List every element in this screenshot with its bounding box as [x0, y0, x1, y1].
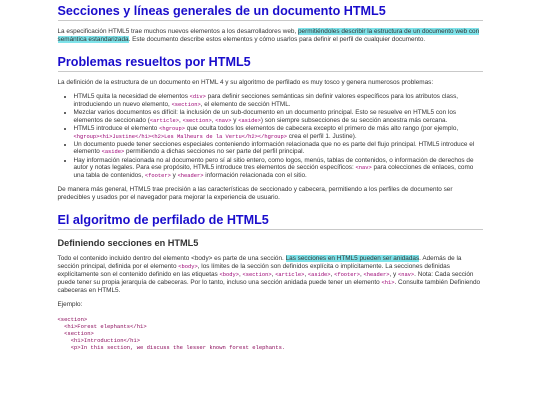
highlighted-text: Las secciones en HTML5 pueden ser anidadas [285, 255, 420, 263]
section-title-problemas: Problemas resueltos por HTML5 [58, 55, 483, 72]
section-algoritmo [58, 213, 483, 351]
text-run: Todo el contenido incluido dentro del elemento <body> es parte de una sección. [57, 255, 286, 263]
text-run: , [238, 271, 243, 279]
inline-code: <section> [242, 272, 272, 279]
text-run: ) son siempre subsecciones de su sección ancestra más cercana. [260, 116, 448, 124]
text-run: , [179, 116, 183, 124]
intro-text-b: . Este documento describe estos elementos y cómo usarlos para definir el perfil de cualquier documento. [128, 36, 426, 43]
inline-code: <header> [177, 173, 204, 180]
text-run: HTML5 introduce el elemento [73, 124, 160, 132]
inline-code: <footer> [334, 272, 360, 279]
problems-list [58, 93, 483, 180]
text-run: . Además de la sección principal, definida por el elemento [57, 255, 462, 271]
inline-code: <nav> [355, 164, 372, 171]
inline-code: <div> [189, 94, 206, 100]
text-run: información relacionada con el sitio. [203, 172, 307, 180]
text-run: para definir secciones semánticas sin definir valores específicos para los atributos class, introduciendo un nuevo elemento, [73, 93, 459, 109]
intro-highlight: permitiéndoles describir la estructura de un documento web con semántica estandarizada [57, 28, 480, 43]
text-run: , el elemento de sección HTML. [200, 101, 291, 109]
section-title-algoritmo: El algoritmo de perfilado de HTML5 [58, 213, 483, 230]
code-line: <section> [57, 330, 94, 338]
text-run: , [304, 271, 308, 279]
problem-list-item [74, 109, 483, 124]
inline-code: <h1> [381, 280, 395, 287]
inline-code: <article> [149, 117, 180, 124]
problemas-intro: La definición de la estructura de un documento en HTML 4 y su algoritmo de perfilado es muy tosco y genera numerosos problemas: [57, 79, 434, 86]
text-run: , los límites de la sección son definidos explícita o implícitamente. La secciones definidas explícitamente son el contenido definido en las etiquetas [57, 263, 450, 279]
problem-list-item [74, 93, 483, 109]
subsection-title-definiendo: Definiendo secciones en HTML5 [57, 238, 199, 249]
section-problemas [58, 55, 483, 202]
problem-list-item [74, 125, 483, 141]
section-title-secciones: Secciones y líneas generales de un documento HTML5 [58, 4, 483, 21]
text-run: . Nota: Cada sección puede tener su propia jerarquía de cabeceras. Por lo tanto, incluso una sección anidada puede tener un elemento [57, 271, 474, 287]
code-example [58, 316, 483, 351]
code-line: <section> [57, 316, 88, 324]
text-run: para colecciones de enlaces, como una tabla de contenidos, [73, 163, 474, 180]
text-run: HTML5 quita la necesidad de elementos [73, 93, 190, 100]
inline-code: <body> [219, 272, 239, 279]
text-run: y [231, 116, 239, 124]
inline-code: <nav> [397, 272, 415, 279]
inline-code: <aside> [238, 117, 261, 124]
code-line: <h1>Forest elephants</h1> [57, 323, 147, 331]
inline-code: <aside> [307, 272, 331, 279]
text-run: permitiendo a dichas secciones no ser parte del perfil principal. [124, 148, 305, 156]
inline-code: <nav> [215, 117, 232, 124]
text-run: que oculta todos los elementos de cabecera excepto el primero de más alto rango (por ejemplo, [185, 124, 459, 132]
problem-list-item [74, 141, 483, 156]
definiendo-paragraph [58, 255, 483, 295]
document-page [58, 0, 483, 351]
inline-code: <aside> [101, 149, 125, 156]
text-run: , [330, 271, 335, 279]
intro-text-a: La especificación HTML5 trae muchos nuevos elementos a los desarrolladores web, [57, 28, 298, 35]
inline-code: <section> [171, 102, 201, 109]
text-run: Mezclar varios documentos es difícil: la inclusión de un sub-documento en un documento principal. Esto se resuelve en HTML5 con los elementos de seccionado ( [73, 109, 457, 124]
text-run: , y [389, 271, 398, 279]
inline-code: <body> [178, 264, 198, 271]
code-line: <p>In this section, we discuss the lesser known forest elephants. [57, 344, 286, 352]
text-run: y [170, 172, 178, 180]
inline-code: <header> [363, 272, 390, 279]
text-run: crea el perfil 1. Justine). [287, 133, 357, 141]
intro-paragraph [58, 28, 483, 44]
text-run: Un documento puede tener secciones especiales conteniendo información relacionada que no es parte del flujo principal. HTML5 introduce el elemento [73, 141, 475, 156]
inline-code: <hgroup> [159, 125, 185, 132]
text-run: , [359, 271, 364, 279]
text-run: , [271, 271, 276, 279]
inline-code: <section> [182, 117, 212, 124]
text-run: Hay información relacionada no al documento pero sí al sitio entero, como logos, menús, tablas de contenidos, o información de derechos de autor y notas legales. Para ese propósito, HTML5 introduce tres elementos de sección específicos: [73, 156, 474, 171]
inline-code: <article> [275, 272, 305, 279]
example-label: Ejemplo: [57, 301, 83, 309]
text-run: , [211, 116, 216, 124]
code-line: <h1>Introduction</h1> [57, 337, 141, 345]
text-run: . Consulte también Definiendo cabeceras en HTML5. [57, 279, 481, 295]
problem-list-item [74, 157, 483, 181]
inline-code: <footer> [144, 173, 171, 180]
problemas-closing: De manera más general, HTML5 trae precisión a las características de seccionado y cabecera, permitiendo a los perfiles de documento ser predecibles y usados por el navegador para mejorar la experiencia de usuario. [57, 186, 453, 202]
inline-code: <hgroup><h1>Justine</h1><h2>Les Malheurs de la Vertu</h2></hgroup> [73, 134, 288, 141]
